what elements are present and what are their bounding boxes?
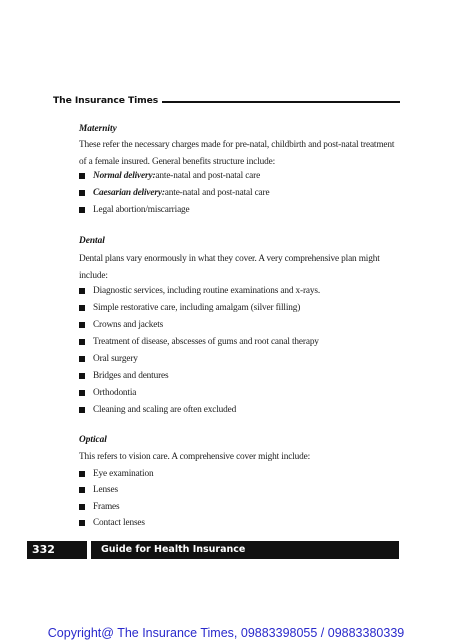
optical-item	[79, 485, 118, 495]
optical-item	[79, 469, 153, 479]
bullet-text: Orthodontia	[93, 388, 137, 398]
dental-item	[79, 388, 136, 398]
book-title-bar: Guide for Health Insurance	[91, 541, 399, 559]
maternity-item-normal-delivery	[79, 171, 260, 181]
bullet-square-icon	[79, 504, 85, 510]
bullet-label: Normal delivery:	[93, 171, 156, 181]
bullet-text: Cleaning and scaling are often excluded	[93, 405, 237, 415]
optical-item	[79, 502, 119, 512]
bullet-square-icon	[79, 322, 85, 328]
bullet-square-icon	[79, 520, 85, 526]
maternity-item-legal-abortion	[79, 205, 190, 215]
bullet-text: ante-natal and post-natal care	[155, 171, 261, 181]
optical-intro: This refers to vision care. A comprehensive cover might include:	[79, 452, 311, 462]
bullet-square-icon	[79, 471, 85, 477]
bullet-label: Caesarian delivery:	[93, 188, 165, 198]
bullet-text: Simple restorative care, including amalgam (silver filling)	[93, 303, 301, 313]
bullet-square-icon	[79, 373, 85, 379]
bullet-text: Diagnostic services, including routine examinations and x-rays.	[93, 286, 321, 296]
bullet-square-icon	[79, 487, 85, 493]
header-rule	[162, 101, 400, 103]
dental-item	[79, 354, 138, 364]
dental-item	[79, 286, 320, 296]
page-number: 332	[27, 541, 87, 559]
copyright-notice: Copyright@ The Insurance Times, 09883398055 / 09883380339	[47, 626, 405, 640]
optical-item	[79, 518, 145, 528]
bullet-text: Contact lenses	[93, 518, 145, 528]
bullet-square-icon	[79, 390, 85, 396]
bullet-text: Crowns and jackets	[93, 320, 164, 330]
dental-intro-line-1: Dental plans vary enormously in what they cover. A very comprehensive plan might	[79, 254, 380, 264]
bullet-text: Oral surgery	[93, 354, 138, 364]
maternity-item-caesarian-delivery	[79, 188, 269, 198]
header-title: The Insurance Times	[53, 94, 159, 106]
bullet-square-icon	[79, 288, 85, 294]
dental-intro	[79, 251, 404, 285]
dental-item	[79, 303, 300, 313]
bullet-square-icon	[79, 339, 85, 345]
bullet-square-icon	[79, 356, 85, 362]
bullet-text: Frames	[93, 502, 120, 512]
bullet-text: Bridges and dentures	[93, 371, 169, 381]
bullet-text: Eye examination	[93, 469, 154, 479]
bullet-square-icon	[79, 173, 85, 179]
bullet-square-icon	[79, 190, 85, 196]
bullet-text: ante-natal and post-natal care	[164, 188, 270, 198]
bullet-text: Treatment of disease, abscesses of gums and root canal therapy	[93, 337, 319, 347]
dental-heading: Dental	[79, 236, 105, 246]
dental-item	[79, 371, 169, 381]
dental-item	[79, 405, 236, 415]
bullet-text: Legal abortion/miscarriage	[93, 205, 190, 215]
running-header	[53, 93, 400, 107]
dental-item	[79, 320, 163, 330]
bullet-text: Lenses	[93, 485, 118, 495]
dental-intro-line-2: include:	[79, 271, 108, 281]
maternity-intro-line-2: of a female insured. General benefits structure include:	[79, 157, 276, 167]
bullet-square-icon	[79, 207, 85, 213]
maternity-intro-line-1: These refer the necessary charges made for pre-natal, childbirth and post-natal treatment	[79, 140, 395, 150]
bullet-square-icon	[79, 305, 85, 311]
maternity-intro	[79, 137, 404, 171]
optical-heading: Optical	[79, 435, 107, 445]
dental-item	[79, 337, 319, 347]
maternity-heading: Maternity	[79, 124, 117, 134]
bullet-square-icon	[79, 407, 85, 413]
